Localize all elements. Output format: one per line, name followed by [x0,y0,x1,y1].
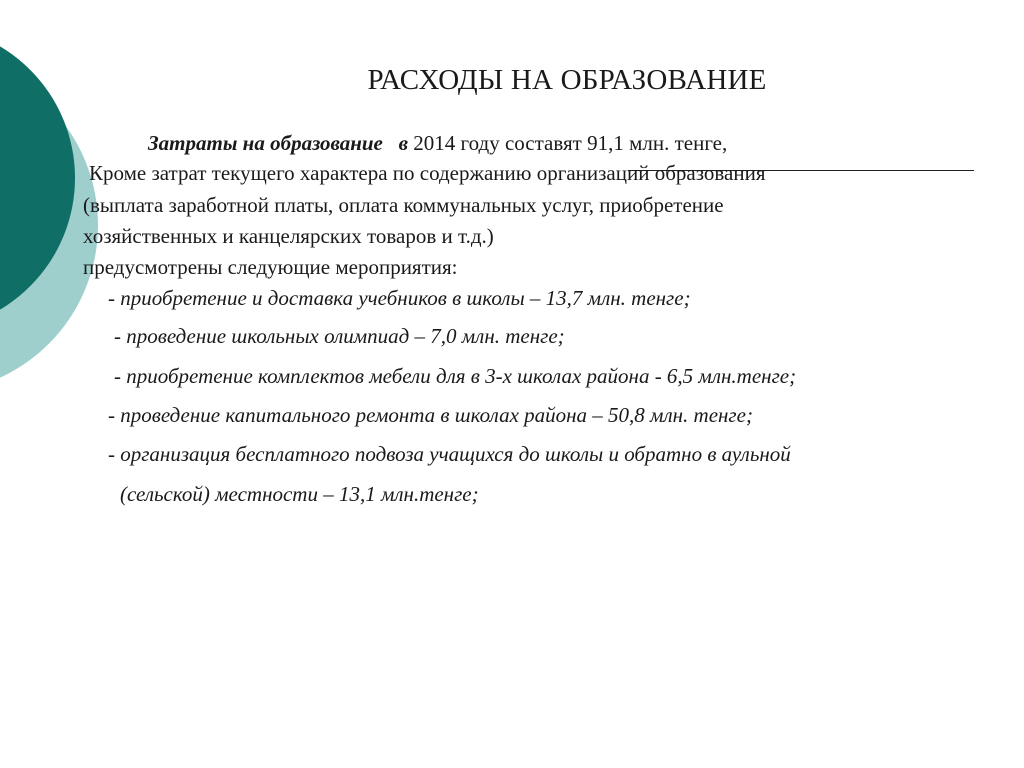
list-item: - организация бесплатного подвоза учащихся до школы и обратно в аульной [108,442,791,466]
body-line: предусмотрены следующие мероприятия: [83,255,458,279]
intro-in-word: в [398,131,409,155]
intro-text: 2014 году составят 91,1 млн. тенге, [413,131,728,155]
list-item: - приобретение комплектов мебели для в 3-х школах района - 6,5 млн.тенге; [114,364,797,388]
intro-line [148,130,727,156]
list-item: - приобретение и доставка учебников в школы – 13,7 млн. тенге; [108,286,691,310]
list-item: - проведение школьных олимпиад – 7,0 млн. тенге; [114,324,565,348]
body-line: хозяйственных и канцелярских товаров и т.д.) [83,224,494,248]
body-line: (выплата заработной платы, оплата коммунальных услуг, приобретение [83,193,724,217]
intro-lead: Затраты на образование [148,131,383,155]
body-line: Кроме затрат текущего характера по содержанию организаций образования [89,161,766,185]
list-item: (сельской) местности – 13,1 млн.тенге; [120,482,479,506]
list-item: - проведение капитального ремонта в школах района – 50,8 млн. тенге; [108,403,753,427]
slide-title: РАСХОДЫ НА ОБРАЗОВАНИЕ [367,64,767,96]
